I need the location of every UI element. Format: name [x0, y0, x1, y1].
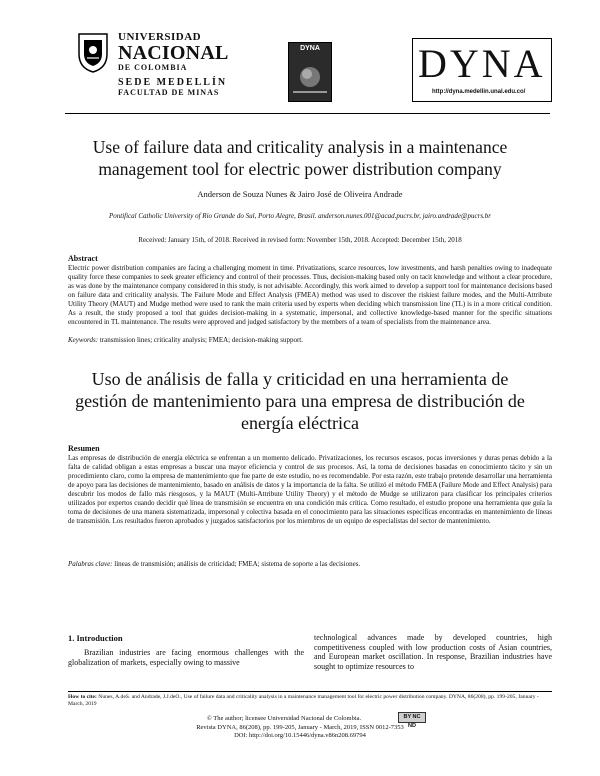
copyright-line: © The author; licensee Universidad Nacional de Colombia. [206, 715, 362, 722]
cc-license-badge[interactable]: BY NC ND [398, 712, 426, 723]
keywords-text: transmission lines; criticality analysis; FMEA; decision-making support. [99, 336, 303, 344]
footer-divider [68, 691, 552, 692]
resumen-heading: Resumen [68, 444, 100, 453]
introduction-column2: technological advances made by developed countries, high competitiveness coupled with low production costs of Asian countries, and European market oscillation. In response, Brazilian industries have sought to optimize resources to [314, 633, 552, 671]
keywords [68, 336, 552, 344]
university-line3: DE COLOMBIA [118, 63, 188, 72]
campus-name: SEDE MEDELLÍN [118, 77, 228, 88]
introduction-column1: Brazilian industries are facing enormous challenges with the globalization of markets, especially owing to massive [68, 648, 304, 667]
cover-art-icon [289, 43, 331, 101]
abstract-heading: Abstract [68, 254, 98, 263]
journal-logo: DYNA [418, 41, 546, 86]
how-to-cite-text: Nunes, A.deS. and Andrade, J.J.deO., Use of failure data and criticality analysis in a maintenance management tool for electric power distribution company. DYNA, 86(208), pp. 199-205, January - March, 2019 [68, 694, 539, 707]
university-crest-icon [75, 30, 111, 74]
resumen-text: Las empresas de distribución de energía eléctrica se enfrentan a un momento delicado. Privatizaciones, los recursos escasos, pocas inversiones y duras penas debido a la falta de calidad obligan a estas empresas a buscar una mayor eficiencia y control de sus procesos. Así, la toma de decisiones basadas en conocimiento tácito y sin un procedimiento claro, como la empresa de mantenimiento que fue parte de este estudio, no es recomendable. Por esta razón, este trabajo pretende desarrollar una herramienta de apoyo para las decisiones de mantenimiento, basado en análisis de datos y la importancia de la falta. Se utilizó el método FMEA (Failure Mode and Effect Analysis) para descubrir los modos de fallo más riesgosos, y la MAUT (Multi-Attribute Utility Theory) y el método de Mudge se utilizaron para clasificar los principales criterios utilizados por expertos cuando decidir qué línea de transmisión se encuentra en una condición más crítica. Como resultado, el estudio propone una herramienta que guía la toma de decisiones de una manera sistematizada, impersonal y colectiva basada en el conocimiento para las situaciones específicas encontradas en mantenimiento de líneas de transmisión. Los resultados fueron aprobados y juzgados satisfactorios por los miembros de un equipo de especialistas del sector de mantenimiento. [68, 454, 552, 525]
cover-title: DYNA [300, 45, 320, 52]
palabras-label: Palabras clave: [68, 560, 113, 568]
article-title-spanish: Uso de análisis de falla y criticidad en una herramienta de gestión de mantenimiento para una empresa de distribución de energía eléctrica [75, 369, 525, 433]
copyright-block [60, 715, 540, 741]
article-title-english: Use of failure data and criticality analysis in a maintenance management tool for electric power distribution company [92, 137, 508, 179]
revista-line: Revista DYNA, 86(208), pp. 199-205, January - March, 2019, ISSN 0012-7353 [196, 723, 404, 731]
introduction-heading: 1. Introduction [68, 633, 123, 643]
abstract-text: Electric power distribution companies are facing a challenging moment in time. Privatizations, scarce resources, low investments, and harsh penalties owing to inadequate quality force these companies to seek greater efficiency and control of their processes. Thus, decision-making based only on tacit knowledge and without a clear procedure, as was done by the maintenance company considered in this study, is not advisable. Accordingly, this work aimed to develop a support tool for maintenance decisions based on failure data and criticality analysis. The Failure Mode and Effect Analysis (FMEA) method was used to discover the riskiest failure modes, and the Multi-Attribute Utility Theory (MAUT) and Mudge method were used to rank the main criteria used by experts when deciding which transmission line (TL) is in a more critical condition. As a result, the study proposed a tool that guides decision-making in a systematic, impersonal, and collective knowledge-based manner for the specific situations encountered in TL maintenance. The results were approved and judged satisfactory by the members of a team of specialists from the maintenance area. [68, 264, 552, 326]
keywords-label: Keywords: [68, 336, 99, 344]
university-line1: UNIVERSIDAD [118, 31, 202, 43]
how-to-cite-label: How to cite: [68, 694, 97, 700]
doi-line[interactable]: DOI: http://doi.org/10.15446/dyna.v86n208.69794 [234, 732, 366, 739]
authors: Anderson de Souza Nunes & Jairo José de Oliveira Andrade [197, 189, 403, 199]
how-to-cite [68, 694, 552, 708]
affiliation: Pontifical Catholic University of Rio Grande do Sul, Porto Alegre, Brasil. anderson.nunes.001@acad.pucrs.br, jairo.andrade@pucrs.br [108, 212, 492, 220]
faculty-name: FACULTAD DE MINAS [118, 88, 220, 97]
journal-url[interactable]: http://dyna.medellin.unal.edu.co/ [432, 89, 526, 95]
received-dates: Received: January 15th, of 2018. Received in revised form: November 15th, 2018. Accepted: December 15th, 2018 [138, 236, 462, 244]
palabras-clave [68, 560, 552, 568]
header-divider [65, 113, 550, 114]
university-line2: NACIONAL [118, 42, 229, 64]
journal-cover-thumbnail [288, 42, 332, 102]
palabras-text: líneas de transmisión; análisis de criticidad; FMEA; sistema de soporte a las decisiones. [114, 560, 361, 568]
university-name [118, 32, 229, 97]
